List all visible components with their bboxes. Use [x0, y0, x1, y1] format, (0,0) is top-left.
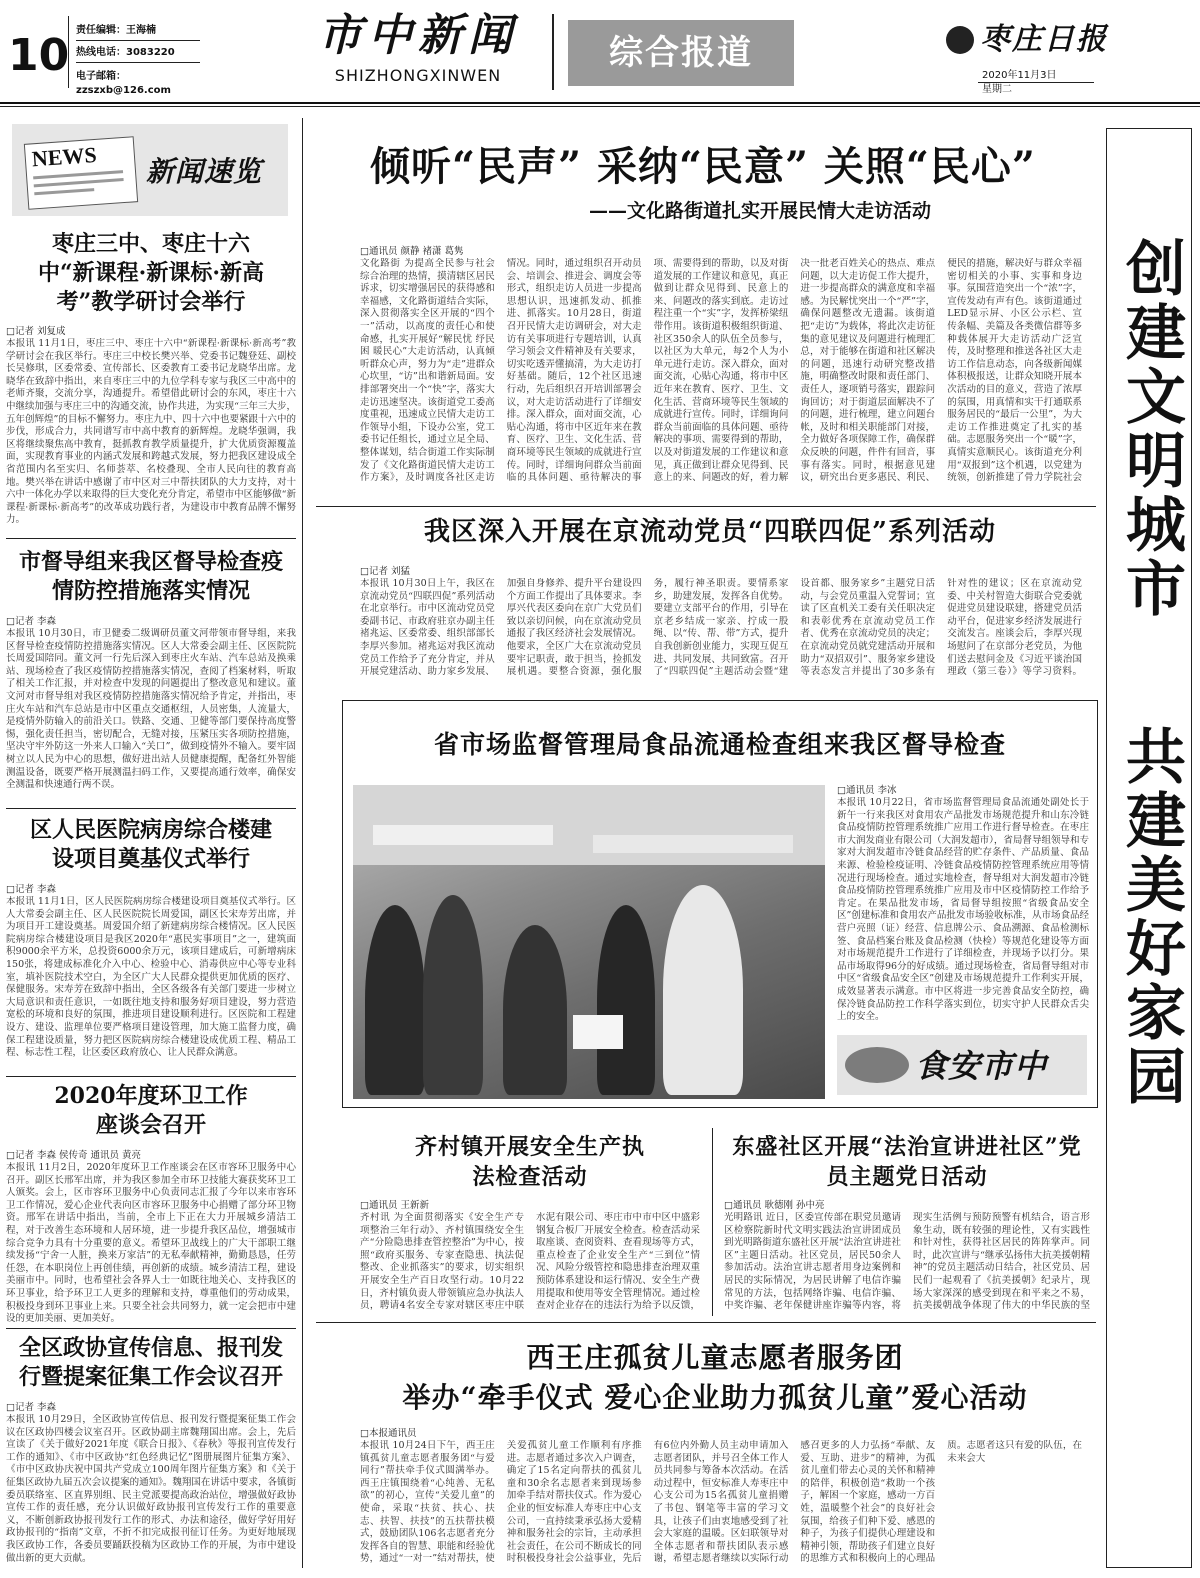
- article-body: 本报讯 11月1日，枣庄三中、枣庄十六中“新课程·新课标·新高考”教学研讨会在我区举行。枣庄三中校长樊兴举、党委书记魏登廷、副校长吴修琪，区委常委、宣传部长、区委教育工委书记龙晓华出席。龙晓华在致辞中指出，来自枣庄三中的九位学科专家与我区三中高中的老师齐聚，交流分享，沟通提升。希望借此研讨会的东风，枣庄十六中继续加强与枣庄三中的沟通交流，协作共进，为实现“三年三大步，五年创辉煌”的目标不懈努力。枣庄九中、四十六中也要紧跟十六中的步伐，形成合力，共同谱写市中高中教育的新辉煌。龙晓华强调，我区将继续聚焦高中教育，挺抓教育教学质量提升，扩大优质资源覆盖面，实现教育事业的内涵式发展和跨越式发展，努力把我区建设成全省范围内名至实归、名师荟萃、名校叠现、全市人民向往的教育高地。樊兴举在讲话中感谢了市中区对三中帮扶团队的大力支持，对十六中一体化办学以来取得的巨大变化充分肯定，希望市中区能够做“新课程·新课标·新高考”的改革成功践行者，为建设市中教育品牌不懈努力。: [6, 338, 296, 526]
- food-article-title: 省市场监督管理局食品流通检查组来我区督导检查: [433, 730, 1006, 759]
- article-title: 齐村镇开展安全生产执法检查活动: [414, 1134, 645, 1190]
- paper-logo: 枣庄日报: [946, 20, 1176, 60]
- bottom-article-body: [360, 1428, 1082, 1568]
- section-badge: 综合报道: [568, 20, 794, 86]
- news-badge-title: 新闻速览: [146, 155, 263, 188]
- article-byline: □通讯员 王新新: [360, 1200, 429, 1211]
- page-number: 10: [8, 30, 70, 81]
- left-article-4: [6, 1082, 296, 1326]
- article-body: 本报讯 10月24日下午，西王庄镇孤贫儿童志愿者服务团“与爱同行”帮扶牵手仪式圆满举办。西王庄镇围绕着“心纯善、无私欲”的初心，宣传“关爱儿童”的使命，采取“扶贫、扶心、扶志、扶智、扶技”的五扶帮扶模式，鼓励团队106名志愿者充分发挥各自的智慧、职能和经验优势，通过“一对一”结对帮扶，使关爱孤贫儿童工作顺利有序推进。志愿者通过多次入户调查，确定了15名定向帮扶的孤贫儿童和30余名志愿者来到现场参加牵手结对帮扶仪式。作为爱心企业的恒安标准人寿枣庄中心支公司，一直持续秉承弘扬大爱精神和服务社会的宗旨，主动承担社会责任，在公司不断成长的同时积极投身社会公益事业，先后有6位内外勤人员主动申请加入志愿者团队，并号召全体工作人员共同参与筹备本次活动。在活动过程中，恒安标准人寿枣庄中心支公司为15名孤贫儿童捐赠了书包、钢笔等丰富的学习文具，让孩子们由衷地感受到了社会大家庭的温暖。区妇联领导对全体志愿者和帮扶团队表示感谢，希望志愿者继续以实际行动感召更多的人力弘扬“奉献、友爱、互助、进步”的精神，为孤贫儿童们带去心灵的关怀和精神的陪伴，积极创造“救助一个孩子，解困一个家庭，感动一方百姓，温暖整个社会”的良好社会氛围，给孩子们种下爱、感恩的种子，为孩子们提供心理建设和精神引领，帮助孩子们建立良好的思维方式和积极向上的心理品质。志愿者这只有爱的队伍，在未来会大: [360, 1440, 1082, 1565]
- issue-date: 2020年11月3日: [982, 70, 1057, 81]
- article-body: 齐村讯 为全面贯彻落实《安全生产专项整治三年行动》、齐村镇围绕安全生产“分险隐患排查管控整治”为中心，按照“政府买服务、专家查隐患、执法促整改、企业抓落实”的要求，切实组织开展安全生产百日攻坚行动。10月22日，齐村镇负责人带领镇应急办执法人员，聘请4名安全专家对辖区枣庄中联水泥有限公司、枣庄市中市中区中盛彩钢复合板厂开展安全检查。检查活动采取座谈、查阅资料、查看现场等方式，重点检查了企业安全生产“三到位”情况、风险分级管控和隐患排查治理双重预防体系建设和运行情况、安全生产费用提取和使用等安全管理情况。通过检查对企业存在的违法行为给予以反馈，: [360, 1212, 700, 1312]
- food-safety-banner: 食安市中: [837, 1035, 1087, 1095]
- top-article-body: [360, 246, 1082, 496]
- top-article-subtitle: ——文化路街道扎实开展民情大走访活动: [588, 200, 931, 222]
- qicun-article: [360, 1132, 700, 1312]
- article-title: 枣庄三中、枣庄十六中“新课程·新课标·新高考”教学研讨会举行: [38, 231, 264, 315]
- article-body: 本报讯 10月22日，省市场监督管理局食品流通处副处长于新午一行来我区对食用农产品批发市场规范提升和山东冷链食品疫情防控管理系统推广应用工作进行督导检查。在枣庄市大润发商业有限公司（大润发超市），省局督导组领导和专家对大润发超市冷链食品经营的贮存条件、产品质量、食品来源、检验检疫证明、冷链食品疫情防控管理系统应用等情况进行现场检查。通过实地检查，督导组对大润发超市冷链食品疫情防控管理系统推广应用及市中区疫情防控工作给予肯定。在果品批发市场，省局督导组按照“省级食品安全区”创建标准和食用农产品批发市场验收标准，从市场食品经营户亮照（证）经营、信息牌公示、食品溯源、食品检测标签、食品档案台账及食品检测（快检）等规范化建设等方面对市场规范提升工作进行了详细检查，并现场予以打分。果品市场取得96分的好成绩。通过现场检查，省局督导组对市中区“省级食品安全区”创建及市场规范提升工作利实开展，成效显著表示满意。市中区将进一步完善食品安全防控，确保冷链食品防控工作科学落实到位，切实守护人民群众舌尖上的安全。: [837, 797, 1089, 1023]
- column-pinyin: SHIZHONGXINWEN: [334, 66, 502, 85]
- top-article-title: 倾听“民声” 采纳“民意” 关照“民心”: [370, 143, 1036, 190]
- article-title: 区人民医院病房综合楼建设项目奠基仪式举行: [29, 817, 272, 872]
- article-byline: □记者 李森 侯传奇 通讯员 黄亮: [6, 1150, 142, 1161]
- article-byline: □记者 李森: [6, 616, 56, 627]
- article-byline: □通讯员 耿德刚 孙中亮: [724, 1200, 825, 1211]
- article-body: 本报讯 10月30日，市卫健委二级调研员董文河带领市督导组，来我区督导检查疫情防控措施落实情况。区人大常委会副主任、区医院院长周爱国陪同。董文河一行先后深入到枣庄火车站、汽车总站及换乘站、现场检查了我区疫情防控措施落实情况，查阅了档案材料，听取了相关工作汇报，并对检查中发现的问题提出了整改意见和建议。董文河对市督导组对我区疫情防控措施落实情况给予肯定，并指出，枣庄火车站和汽车总站是市中区重点交通枢纽，人员密集，人流量大，是疫情外防输入的前沿关口。铁路、交通、卫健等部门要保持高度警惕，强化责任担当，密切配合，无缝对接，压紧压实各项防控措施，坚决守牢外防这一外来人口输入“关口”，做到疫情外不输入。要牢固树立以人民为中心的思想，做好进出站人员健康提醒，配备红外智能测温设备，既要严格开展测温扫码工作，又要提高通行效率，确保安全测温和快速通行两不误。: [6, 628, 296, 791]
- newspaper-icon: NEWS: [24, 136, 138, 210]
- bottom-article-title-2: 举办“牵手仪式 爱心企业助力孤贫儿童”爱心活动: [402, 1381, 1028, 1414]
- editor-line: 责任编辑：王海楠: [76, 25, 156, 36]
- article-title: 东盛社区开展“法治宣讲进社区”党员主题党日活动: [732, 1134, 1082, 1190]
- article-byline: □本报通讯员: [360, 1428, 417, 1439]
- issue-weekday: 星期二: [982, 84, 1012, 95]
- hotline-line: 热线电话：3083220: [76, 47, 175, 58]
- paper-logo-icon: [946, 26, 974, 54]
- dongsheng-article: [724, 1132, 1090, 1312]
- article-byline: □记者 刘猛: [360, 566, 410, 577]
- masthead: [0, 0, 1200, 100]
- column-title: 市中新闻: [318, 10, 518, 61]
- slogan-part-2: 共建美好家园: [1116, 725, 1186, 1109]
- article-body: 本报讯 10月30日上午，我区在京流动党员“四联四促”系列活动在北京举行。市中区流动党员党委副书记、市政府驻京办副主任褚兆运、区委常委、组织部部长李厚兴参加。褚兆运对我区流动党员工作给予了充分肯定，并从开展党建活动、助力家乡发展、加强自身修养、提升平台建设四个方面工作提出了具体要求。李厚兴代表区委向在京广大党员们致以亲切问候，向在京流动党员通报了我区经济社会发展情况。他要求，全区广大在京流动党员要牢记职责，敢于担当，捡抓发展机遇。要整合资源，强化服务，履行神圣职责。要情系家乡，助建发展，发挥各自优势。要建立支部平台的作用，引导在京老乡结成一家亲、拧成一股绳、以“传、帮、带”方式，提升自我创新创业能力，实现互促互进、共同发展、共同致富。召开了“四联四促”主题活动会暨“建设首都、服务家乡”主题党日活动，与会党员重温入党誓词；宣读了区直机关工委有关任职决定和表彰优秀在京流动党员工作者、优秀在京流动党员的决定；在京流动党员就党建活动开展和助力“双招双引”、服务家乡建设等表态发言并提出了30多条有针对性的建议；区在京流动党委、中关村智造大街联合党委就促进党员建设联建，搭建党员活动平台，促进家乡经济发展进行交流发言。座谈会后，李厚兴现场慰问了在京部分老党员，为他们送去慰问金及《习近平谈治国理政（第三卷）》等学习资料。: [360, 578, 1082, 678]
- news-badge: [12, 124, 288, 216]
- vertical-slogan: [1106, 128, 1192, 1568]
- article-body: 本报讯 11月1日，区人民医院病房综合楼建设项目奠基仪式举行。区人大常委会副主任、区人民医院院长周爱国，副区长宋寿芳出席，并为项目开工建设奠基。周爱国介绍了新建病房综合楼情况。区人民医院病房综合楼建设项目是我区2020年“惠民实事项目”之一，建筑面积9000余平方米，总投资6000余万元，该项目建成后，可新增病床150张，将建成标准化介入中心、检验中心、消毒供应中心等专业科室，填补医院技术空白，为全区广大人民群众提供更加优质的医疗、保健服务。宋寿芳在致辞中指出，全区各级各有关部门要进一步树立大局意识和责任意识，一如既往地支持和服务好项目建设，努力营造宽松的环境和良好的氛围，推进项目建设顺利进行。区医院和工程建设方、建设、监理单位要严格项目建设管理，加大施工监督力度，确保工程建设质量，努力把区医院病房综合楼建设成优质工程、精品工程、标志性工程，让区委区政府放心、让人民群众满意。: [6, 896, 296, 1059]
- article-body: 文化路街 为提高全民参与社会综合治理的热情，摸清辖区居民诉求，切实增强居民的获得感和幸福感，文化路街道结合实际，深入贯彻落实全区开展的“四个一”活动，以高度的责任心和使命感，扎实开展好“解民忧 纾民困 暖民心”大走访活动，认真倾听群众心声，努力为“走”进群众心坎里，“访”出和谐新局面。安排部署突出一个“快”字，落实大走访迅速坚决。该街道党工委高度重视，迅速成立民情大走访工作领导小组，下设办公室，党工委书记任组长，通过立足全局、整体谋划，结合街道工作实际制发了《文化路街道民情大走访工作方案》，及时调度各社区走访情况。同时，通过组织召开动员会、培训会、推进会、调度会等形式，组织走访人员进一步提高思想认识，迅速抓发动、抓推进、抓落实。10月28日，街道召开民情大走访调研会，对大走访有关事项进行专题培训，认真学习领会文件精神及有关要求，切实吃透弄懂搞清，为大走访打好基础。随后，12个社区迅速行动，先后组织召开培训部署会议，对大走访活动进行了详细安排。深入群众，面对面交流，心贴心沟通，将市中区近年来在教育、医疗、卫生、文化生活、营商环境等民生领域的成就进行宣传。同时，详细询问群众当前面临的具体问题、亟待解决的事项、需要得到的帮助，以及对街道发展的工作建议和意见，真正做到让群众见得到、民意上的来、问题改的落实到底。走访过程注重一个“实”字，发挥桥梁纽带作用。该街道积极组织街道、社区350余人的队伍全员参与，以社区为大单元，每2个人为小单元进行走访。深入群众，面对面交流，心贴心沟通，将市中区近年来在教育、医疗、卫生、文化生活、营商环境等民生领域的成就进行宣传。同时，详细询问群众当前面临的具体问题、亟待解决的事项、需要得到的帮助，以及对街道发展的工作建议和意见，真正做到让群众见得到、民意上的来、问题改的好，着力解决一批老百姓关心的热点、难点问题，以大走访促工作大提升，进一步提高群众的满意度和幸福感。为民解忧突出一个“严”字，确保问题整改无遗漏。该街道把“走访”为载体，将此次走访征集的意见建议及问题进行梳理汇总，对于能够在街道和社区解决的问题，迅速行动研究整改措施，明确整改时限和责任部门、责任人，逐项销号落实，跟踪问询回访；对于街道层面解决不了的问题，进行梳理，建立问题台帐，及时和相关职能部门对接，全力做好各项保障工作，确保群众反映的问题，件件有回音，事事有落实。同时，根据意见建议，研究出台更多惠民、利民、便民的措施，解决好与群众幸福密切相关的小事、实事和身边事。氛围营造突出一个“浓”字，宣传发动有声有色。该街道通过LED显示屏、小区公示栏、宣传条幅、美篇及各类微信群等多种载体展开大走访活动广泛宣传，及时整理和推送各社区大走访工作信息动态，向各级新闻媒体积极报送，让群众知晓开展本次活动的目的意义，营造了浓厚的氛围，用真情和实干打通联系服务居民的“最后一公里”，为大走访工作推进奠定了扎实的基础。志愿服务突出一个“暖”字，真情实意顺民心。该街道充分利用“双报到”这个机遇，以党建为统领，创新推建了骨力学院社会: [360, 258, 1082, 484]
- article-title: 2020年度环卫工作座谈会召开: [54, 1083, 248, 1138]
- mid-article-body: [360, 566, 1082, 688]
- left-article-5: [6, 1334, 296, 1578]
- left-article-1: [6, 230, 296, 528]
- email-line: 电子邮箱：zzszxb@126.com: [76, 71, 171, 96]
- article-byline: □记者 李森: [6, 884, 56, 895]
- article-body: 本报讯 10月29日，全区政协宣传信息、报刊发行暨提案征集工作会议在区政协四楼会议室召开。区政协副主席魏翔国出席。会上，先后宣读了《关于做好2021年度《联合日报》、《春秋》等报刊宣传发行工作的通知》、《市中区政协“红色经典记忆”图册展图片征集方案》、《市中区政协庆祝中国共产党成立100周年图片征集方案》和《关于征集区政协九届五次会议提案的通知》。魏翔国在讲话中要求，各镇街委员联络室、区直界别组、民主党派要提高政治站位，增强做好政协宣传工作的责任感，充分认识做好政协报刊宣传发行工作的重要意义，不断创新政协报刊发行工作的形式、办法和途径，做好学好用好政协报刊的“指南”文章，不折不扣完成报刊征订任务。为更好地展现我区政协工作，各委员要踊跃投稿为区政协工作的开展，为市中建设做出新的更大贡献。: [6, 1414, 296, 1564]
- article-title: 市督导组来我区督导检查疫情防控措施落实情况: [18, 549, 283, 604]
- bottom-article-title-1: 西王庄孤贫儿童志愿者服务团: [526, 1341, 904, 1374]
- article-body: 光明路讯 近日，区委宣传部在职党员邀请区检察院新时代文明实践法治宣讲团成员到光明路街道东盛社区开展“法治宣讲进社区”主题日活动。社区党员，居民50余人参加活动。法治宣讲志愿者用身边案例和居民的实际情况，为居民讲解了电信诈骗常见的方法，包括网络诈骗、电信诈骗、中奖诈骗、老年保健讲座诈骗等内容，将现实生活例与预防预警有机结合，语言形象生动，既有较强的理论性，又有实践性和针对性，获得社区居民的阵阵掌声。同时，此次宣讲与“继承弘扬伟大抗美援朝精神”的党员主题活动日结合，社区党员、居民们一起观看了《抗美援朝》纪录片，现场大家深深的感受到现在和平来之不易，抗美援朝战争体现了伟大的中华民族的坚: [724, 1212, 1090, 1312]
- article-body: 本报讯 11月2日，2020年度环卫工作座谈会在区市容环卫服务中心召开。副区长邢军出席，并为我区参加全市环卫技能大赛获奖环卫工人颁奖。会上，区市容环卫服务中心负责同志汇报了今年以来市容环卫工作情况，爱心企业代表向区市容环卫服务中心捐赠了部分环卫物资。邢军在讲话中指出，当前，全市上下正在大力开展城乡清洁工程，对于改善生态环境和人居环境，进一步提升我区品位，增强城市综合竞争力具有十分重要的意义。希望环卫战线上的广大干部职工继续发扬“宁舍一人脏，换来万家洁”的无私奉献精神，勤勤恳恳，任劳任怨，在本职岗位上再创佳绩，再创新的成绩。城乡清洁工程，建设美丽市中。同时，也希望社会各界人士一如既往地关心、支持我区的环卫事业，给予环卫工人更多的理解和支持，尊重他们的劳动成果，积极投身到环卫事业上来。只要全社会共同努力，就一定会把市中建设的更加美丽、更加美好。: [6, 1162, 296, 1325]
- inspection-photo: [353, 785, 825, 1099]
- article-byline: □记者 李森: [6, 1402, 56, 1413]
- mid-article-title: 我区深入开展在京流动党员“四联四促”系列活动: [424, 517, 996, 547]
- left-article-2: [6, 548, 296, 806]
- article-byline: □记者 刘复成: [6, 326, 66, 337]
- article-title: 全区政协宣传信息、报刊发行暨提案征集工作会议召开: [18, 1335, 283, 1390]
- article-byline: □通讯员 李冰: [837, 785, 897, 796]
- slogan-part-1: 创建文明城市: [1116, 237, 1186, 621]
- article-byline: □通讯员 颜静 褚潇 葛隽: [360, 246, 464, 257]
- left-article-3: [6, 816, 296, 1074]
- food-plate-icon: [845, 1047, 909, 1083]
- food-article-box: [342, 700, 1098, 1108]
